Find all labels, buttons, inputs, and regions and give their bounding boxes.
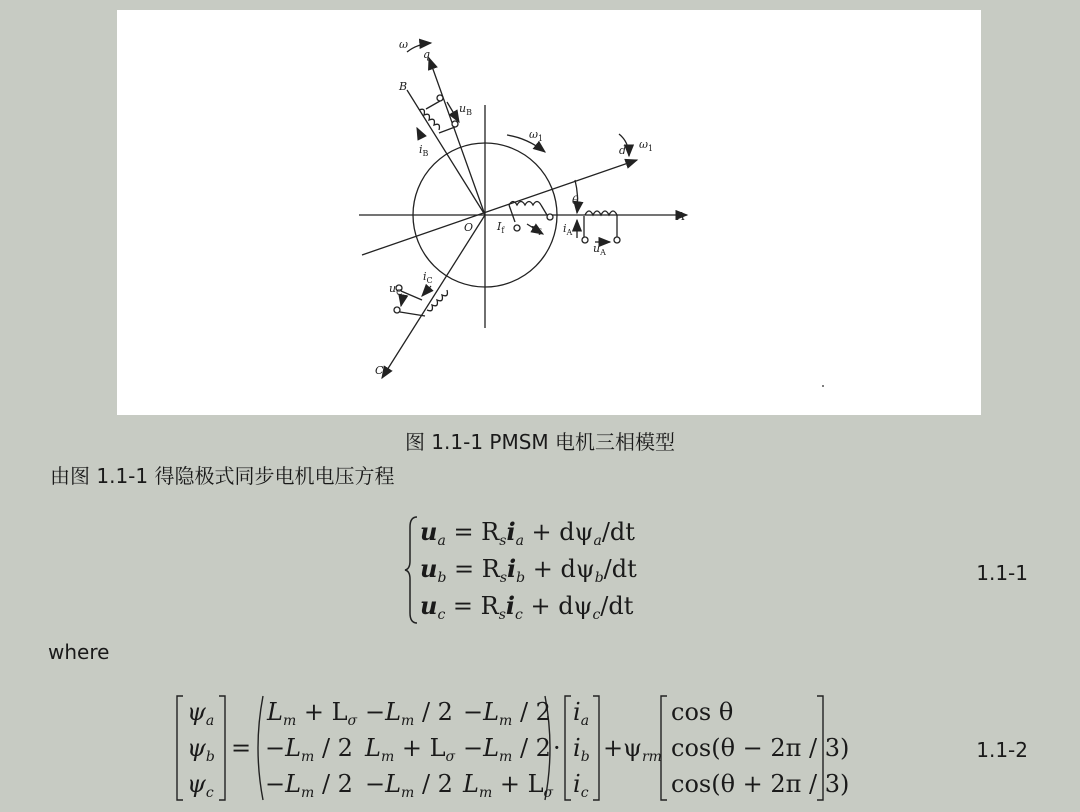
equals-sign: = bbox=[231, 734, 252, 762]
svg-text:iA: $i_A$ bbox=[563, 222, 573, 237]
label-uC: u bbox=[389, 282, 397, 295]
svg-text:iC: $i_C$ bbox=[423, 270, 433, 285]
voltage-equations bbox=[404, 513, 664, 627]
voltage-equation-c: $u_c = R_si_c + d\psi_c/dt$ bbox=[420, 591, 634, 623]
where-label: where bbox=[48, 640, 110, 664]
label-uB: u bbox=[459, 102, 467, 115]
voltage-equation-b: $u_b = R_si_b + d\psi_b/dt$ bbox=[420, 554, 637, 586]
voltage-equation-a: $u_a = R_si_a + d\psi_a/dt$ bbox=[420, 517, 635, 549]
label-omega: ω bbox=[399, 38, 408, 51]
figure-caption: 图 1.1-1 PMSM 电机三相模型 bbox=[404, 430, 676, 454]
psi-c: $\psi_c$ bbox=[187, 770, 214, 801]
label-iC: i bbox=[423, 270, 427, 283]
m32: $-L_m / 2$ bbox=[365, 770, 453, 801]
left-brace bbox=[404, 513, 420, 627]
label-O: O bbox=[464, 221, 474, 234]
phase-b-coil bbox=[419, 109, 439, 130]
i-c: $i_c$ bbox=[573, 770, 589, 801]
label-If: I bbox=[497, 220, 502, 233]
cos-theta: cos θ bbox=[671, 698, 734, 726]
rotor-coil bbox=[509, 202, 541, 206]
label-iA: i bbox=[563, 222, 567, 235]
label-uf: u bbox=[531, 222, 539, 235]
svg-text:uA: $u_A$ bbox=[593, 242, 606, 257]
figure-panel bbox=[117, 10, 981, 415]
m31: $-L_m / 2$ bbox=[265, 770, 353, 801]
m33: $L_m + L_\sigma$ bbox=[463, 770, 554, 801]
cos-theta-minus: cos(θ − 2π / 3) bbox=[671, 734, 850, 762]
m12: $-L_m / 2$ bbox=[365, 698, 453, 729]
psi-b: $\psi_b$ bbox=[187, 734, 215, 765]
d-axis-line bbox=[362, 160, 637, 255]
psi-rm-term: $+\psi_{rm}$ bbox=[603, 734, 662, 765]
label-omega1-right: ω bbox=[639, 138, 648, 151]
phase-c-coil bbox=[427, 290, 447, 311]
label-iB: i bbox=[419, 143, 423, 156]
cos-theta-plus: cos(θ + 2π / 3) bbox=[671, 770, 850, 798]
psi-a: $\psi_a$ bbox=[187, 698, 215, 729]
m13: $-L_m / 2$ bbox=[463, 698, 551, 729]
svg-text:If: $I_f$ bbox=[497, 220, 505, 235]
label-uA: u bbox=[593, 242, 601, 255]
m22: $L_m + L_\sigma$ bbox=[365, 734, 456, 765]
svg-text:uf: $u_f$ bbox=[531, 222, 542, 237]
svg-text:uC: $u_C$ bbox=[389, 282, 403, 297]
i-a: $i_a$ bbox=[573, 698, 590, 729]
label-theta: θ bbox=[572, 194, 579, 207]
m21: $-L_m / 2$ bbox=[265, 734, 353, 765]
q-axis-line bbox=[429, 58, 485, 215]
label-d: d bbox=[619, 144, 627, 157]
flux-linkage-equation bbox=[175, 692, 875, 804]
dot-operator: · bbox=[553, 734, 561, 762]
pmsm-three-phase-diagram bbox=[117, 10, 981, 415]
svg-text:ω1: $\omega_1$ bbox=[529, 128, 544, 143]
svg-text:uB: $u_B$ bbox=[459, 102, 472, 117]
label-q: q bbox=[423, 48, 431, 61]
intro-text: 由图 1.1-1 得隐极式同步电机电压方程 bbox=[50, 464, 395, 488]
i-b: $i_b$ bbox=[573, 734, 590, 765]
svg-text:iB: $i_B$ bbox=[419, 143, 429, 158]
m11: $L_m + L_\sigma$ bbox=[267, 698, 358, 729]
equation-number-1: 1.1-1 bbox=[976, 561, 1028, 585]
equation-number-2: 1.1-2 bbox=[976, 738, 1028, 762]
label-C: C bbox=[375, 364, 384, 377]
label-B: B bbox=[399, 80, 408, 93]
label-omega1-top: ω bbox=[529, 128, 538, 141]
m23: $-L_m / 2$ bbox=[463, 734, 551, 765]
svg-text:ω1: $\omega_1$ bbox=[639, 138, 654, 153]
label-A: A bbox=[677, 210, 685, 223]
